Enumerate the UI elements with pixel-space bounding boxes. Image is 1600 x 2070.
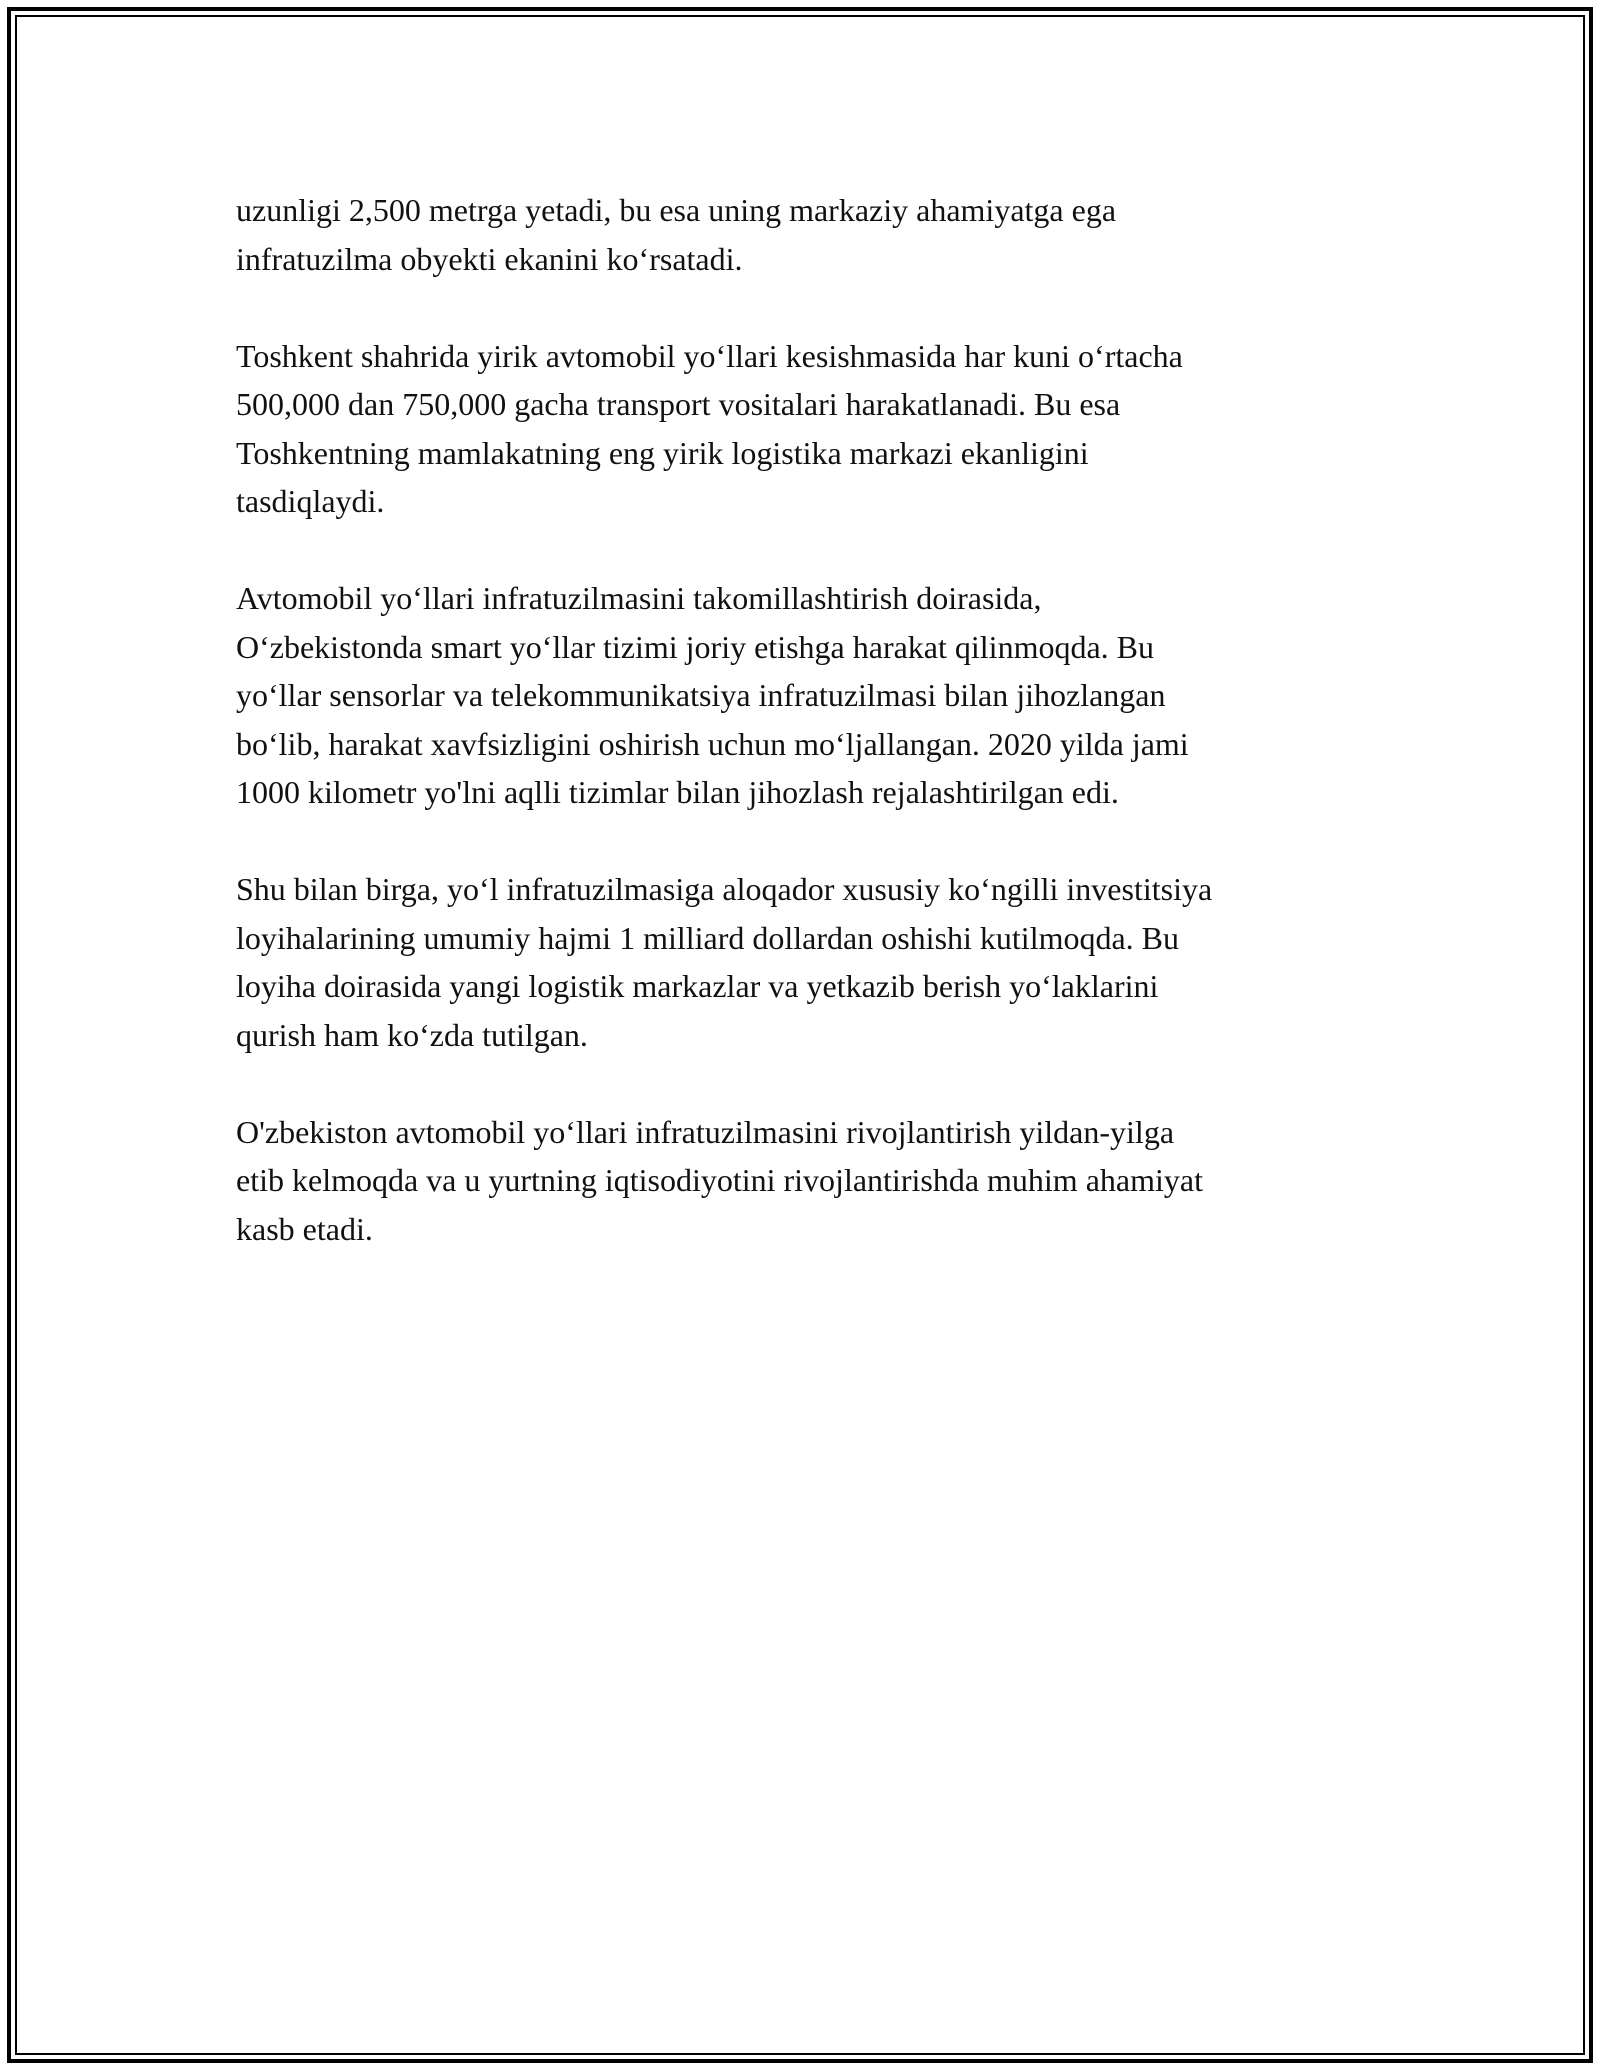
paragraph-1 — [236, 186, 1366, 283]
text-line: Toshkentning mamlakatning eng yirik logistika markazi ekanligini — [236, 434, 1089, 471]
paragraph-4 — [236, 865, 1366, 1059]
text-line: Toshkent shahrida yirik avtomobil yo‘llari kesishmasida har kuni o‘rtacha — [236, 337, 1183, 374]
paragraph-2 — [236, 332, 1366, 526]
text-line: bo‘lib, harakat xavfsizligini oshirish uchun mo‘ljallangan. 2020 yilda jami — [236, 725, 1189, 762]
text-line: O‘zbekistonda smart yo‘llar tizimi joriy etishga harakat qilinmoqda. Bu — [236, 628, 1154, 665]
text-line: loyihalarining umumiy hajmi 1 milliard dollardan oshishi kutilmoqda. Bu — [236, 919, 1180, 956]
text-line: uzunligi 2,500 metrga yetadi, bu esa uning markaziy ahamiyatga ega — [236, 192, 1117, 228]
text-line: loyiha doirasida yangi logistik markazlar va yetkazib berish yo‘laklarini — [236, 968, 1159, 1004]
text-line: yo‘llar sensorlar va telekommunikatsiya infratuzilmasi bilan jihozlangan — [236, 677, 1166, 713]
paragraph-5 — [236, 1108, 1366, 1254]
text-line: etib kelmoqda va u yurtning iqtisodiyotini rivojlantirishda muhim ahamiyat — [236, 1162, 1203, 1198]
text-line: tasdiqlaydi. — [236, 483, 385, 519]
text-line: qurish ham ko‘zda tutilgan. — [236, 1016, 588, 1053]
document-body — [236, 186, 1366, 1302]
text-line: kasb etadi. — [236, 1210, 373, 1247]
paragraph-3 — [236, 574, 1366, 817]
text-line: infratuzilma obyekti ekanini ko‘rsatadi. — [236, 240, 743, 277]
text-line: 1000 kilometr yo'lni aqlli tizimlar bilan jihozlash rejalashtirilgan edi. — [236, 774, 1119, 810]
text-line: 500,000 dan 750,000 gacha transport vositalari harakatlanadi. Bu esa — [236, 386, 1121, 422]
text-line: Shu bilan birga, yo‘l infratuzilmasiga aloqador xususiy ko‘ngilli investitsiya — [236, 871, 1213, 907]
text-line: O'zbekiston avtomobil yo‘llari infratuzilmasini rivojlantirish yildan-yilga — [236, 1113, 1175, 1150]
text-line: Avtomobil yo‘llari infratuzilmasini takomillashtirish doirasida, — [236, 580, 1042, 616]
